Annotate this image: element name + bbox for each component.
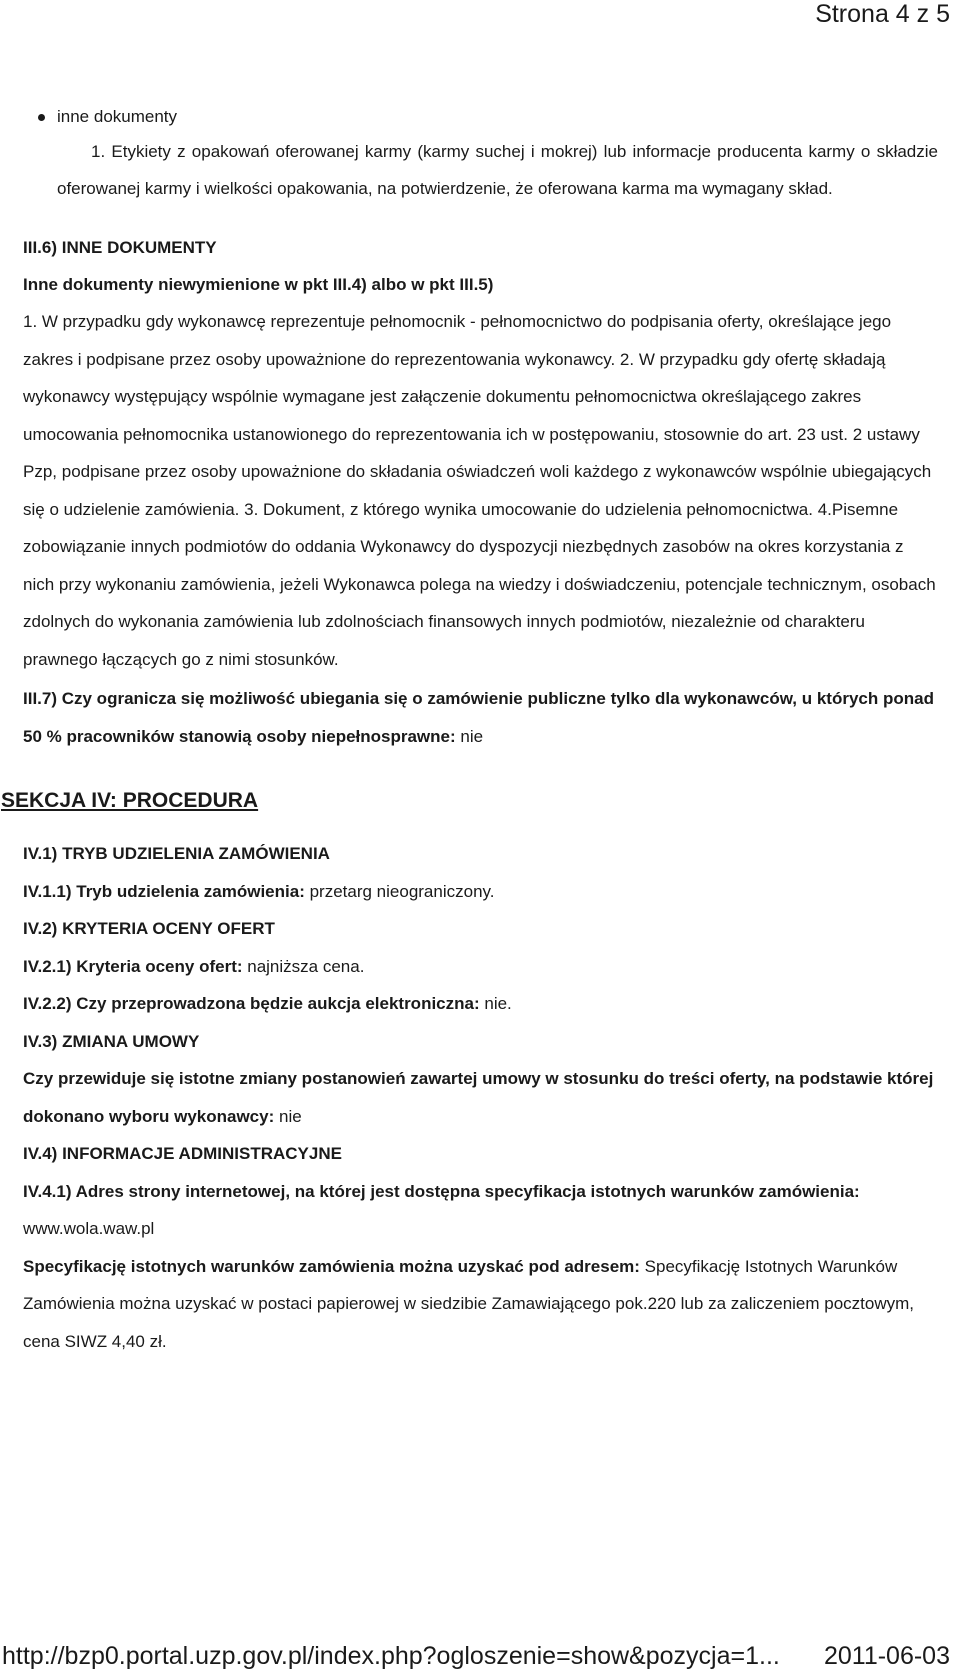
iv3-label: Czy przewiduje się istotne zmiany postanowień zawartej umowy w stosunku do treści oferty, na podstawie której dokonano wyboru wykonawcy: (23, 1069, 934, 1126)
section-subheading: Inne dokumenty niewymienione w pkt III.4) albo w pkt III.5) (23, 275, 494, 294)
section-iii7 (23, 680, 938, 755)
section-iii6 (23, 229, 938, 678)
iv41-value: www.wola.waw.pl (23, 1219, 155, 1238)
bullet-text: 1. Etykiety z opakowań oferowanej karmy (karmy suchej i mokrej) lub informacje producenta karmy o składzie oferowanej karmy i wielkości opakowania, na potwierdzenie, że oferowana karma ma wymagany skład. (57, 142, 938, 198)
document-content (1, 104, 938, 1360)
iv22-label: IV.2.2) Czy przeprowadzona będzie aukcja elektroniczna: (23, 994, 480, 1013)
iv1-heading: IV.1) TRYB UDZIELENIA ZAMÓWIENIA (23, 844, 330, 863)
footer-date: 2011-06-03 (823, 1642, 950, 1670)
section-body: 1. W przypadku gdy wykonawcę reprezentuje pełnomocnik - pełnomocnictwo do podpisania oferty, określające jego zakres i podpisane przez osoby upoważnione do reprezentowania wykonawcy. 2. W przypadku gdy ofertę składają wykonawcy występujący wspólnie wymagane jest załączenie dokumentu pełnomocnictwa określającego zakres umocowania pełnomocnika ustanowionego do reprezentowania ich w postępowaniu, stosownie do art. 23 ust. 2 ustawy Pzp, podpisane przez osoby upoważnione do składania oświadczeń woli każdego z wykonawców wspólnie ubiegających się o udzielenie zamówienia. 3. Dokument, z którego wynika umocowanie do udzielenia pełnomocnictwa. 4.Pisemne zobowiązanie innych podmiotów do oddania Wykonawcy do dyspozycji niezbędnych zasobów na okres korzystania z nich przy wykonaniu zamówienia, jeżeli Wykonawca polega na wiedzy i doświadczeniu, potencjale technicznym, osobach zdolnych do wykonania zamówienia lub zdolnościach finansowych innych podmiotów, niezależnie od charakteru prawnego łączących go z nimi stosunków. (23, 312, 936, 669)
iv41-label: IV.4.1) Adres strony internetowej, na której jest dostępna specyfikacja istotnych warunków zamówienia: (23, 1181, 860, 1201)
iv22-value: nie. (484, 994, 512, 1013)
iv21-label: IV.2.1) Kryteria oceny ofert: (23, 956, 243, 976)
iv21-value: najniższa cena. (247, 956, 365, 976)
section-question: III.7) Czy ogranicza się możliwość ubiegania się o zamówienie publiczne tylko dla wykonawców, u których ponad 50 % pracowników stanowią osoby niepełnosprawne: (23, 689, 934, 746)
section-iv (23, 835, 938, 1360)
section-heading: III.6) INNE DOKUMENTY (23, 238, 217, 257)
iv4-heading: IV.4) INFORMACJE ADMINISTRACYJNE (23, 1144, 342, 1163)
iv2-heading: IV.2) KRYTERIA OCENY OFERT (23, 919, 275, 938)
iv11-value: przetarg nieograniczony. (309, 881, 495, 901)
bullet-label: inne dokumenty (57, 107, 178, 126)
footer-url: http://bzp0.portal.uzp.gov.pl/index.php?ogloszenie=show&pozycja=1... (2, 1642, 780, 1670)
list-item (23, 104, 938, 130)
iv11-label: IV.1.1) Tryb udzielenia zamówienia: (23, 881, 305, 901)
bullet-icon (38, 114, 45, 121)
section-title: SEKCJA IV: PROCEDURA (1, 789, 259, 812)
iv3-heading: IV.3) ZMIANA UMOWY (23, 1031, 200, 1051)
spec-label: Specyfikację istotnych warunków zamówienia można uzyskać pod adresem: (23, 1256, 640, 1276)
section-answer: nie (460, 726, 484, 746)
page-indicator: Strona 4 z 5 (815, 0, 950, 28)
iv3-value: nie (279, 1106, 302, 1126)
spec-value: Specyfikację Istotnych Warunków Zamówienia można uzyskać w postaci papierowej w siedzibie Zamawiającego pok.220 lub za zaliczeniem pocztowym, cena SIWZ 4,40 zł. (23, 1256, 915, 1351)
